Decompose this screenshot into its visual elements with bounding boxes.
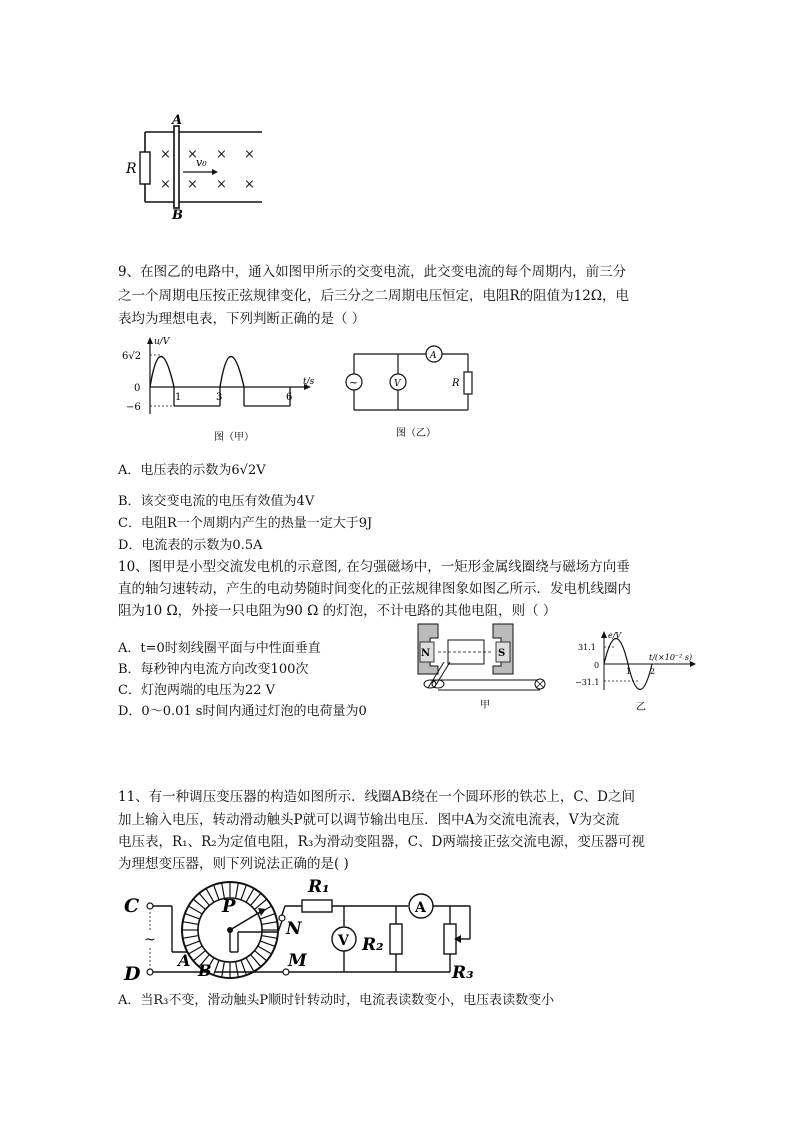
- q9-stem-line-2: 之一个周期电压按正弦规律变化，后三分之二周期电压恒定，电阻R的阻值为12Ω，电: [118, 288, 630, 304]
- q11-label-C: C: [124, 895, 140, 917]
- q10-xtick-1: 1: [626, 667, 632, 676]
- svg-text:×: ×: [187, 177, 198, 192]
- q9-ytick-zero: 0: [134, 383, 141, 394]
- q9-ac-source: ~: [349, 376, 359, 389]
- q9-fig-yi-caption: 图（乙）: [396, 428, 436, 439]
- q11-label-B: B: [198, 961, 212, 980]
- q10-emf-graph: [574, 628, 704, 716]
- q10-S-pole: S: [498, 648, 506, 659]
- q10-option-b: B．每秒钟内电流方向改变100次: [118, 662, 309, 677]
- q11-label-D: D: [124, 963, 141, 985]
- q10-option-d: D．0～0.01 s时间内通过灯泡的电荷量为0: [118, 704, 367, 719]
- svg-text:×: ×: [244, 147, 255, 162]
- q10-stem-line-2: 直的轴匀速转动，产生的电动势随时间变化的正弦规律图象如图乙所示．发电机线圈内: [118, 581, 631, 597]
- fig8-rail-diagram: [120, 112, 270, 222]
- q9-stem-line-1: 9、在图乙的电路中，通入如图甲所示的交变电流，此交变电流的每个周期内，前三分: [118, 264, 627, 280]
- q9-option-c: C．电阻R一个周期内产生的热量一定大于9J: [118, 516, 373, 531]
- q10-ytick-zero: 0: [594, 661, 600, 670]
- svg-text:×: ×: [160, 147, 171, 162]
- q11-label-N: N: [286, 919, 302, 939]
- q9-ytick-neg: −6: [126, 402, 141, 413]
- R-label: R: [126, 161, 137, 177]
- q9-option-a: A．电压表的示数为6√2V: [118, 463, 266, 478]
- q10-N-pole: N: [421, 648, 431, 659]
- q11-label-R1: R₁: [308, 877, 330, 897]
- q9-waveform-figure: [118, 334, 323, 446]
- q11-voltmeter: V: [338, 933, 349, 949]
- q9-option-b: B．该交变电流的电压有效值为4V: [118, 494, 315, 509]
- q11-stem-line-4: 为理想变压器，则下列说法正确的是( ): [118, 856, 349, 872]
- q11-stem-line-3: 电压表，R₁、R₂为定值电阻，R₃为滑动变阻器，C、D两端接正弦交流电源，变压器可视: [118, 834, 645, 850]
- q9-resistor-label: R: [452, 378, 460, 389]
- q10-ylabel: e/V: [608, 631, 622, 640]
- q10-stem-line-1: 10、图甲是小型交流发电机的示意图, 在匀强磁场中，一矩形金属线圈绕与磁场方向垂: [118, 559, 630, 575]
- A-label: A: [172, 113, 183, 128]
- q9-fig-jia-caption: 图（甲）: [214, 432, 254, 443]
- q10-ytick-neg: −31.1: [575, 678, 600, 687]
- q11-stem-line-2: 加上输入电压，转动滑动触头P就可以调节输出电压．图中A为交流电流表，V为交流: [118, 812, 620, 828]
- q11-transformer-circuit: [118, 872, 488, 990]
- q11-ammeter: A: [415, 900, 426, 916]
- q11-label-R2: R₂: [362, 935, 384, 955]
- q9-xtick-6: 6: [286, 392, 293, 403]
- q10-fig-jia-caption: 甲: [480, 700, 490, 711]
- svg-text:×: ×: [216, 147, 227, 162]
- q10-ytick-top: 31.1: [578, 643, 596, 652]
- q10-xlabel: t/(×10⁻² s): [649, 653, 693, 662]
- q9-stem-line-3: 表均为理想电表，下列判断正确的是（ ）: [118, 311, 366, 327]
- q9-xtick-3: 3: [216, 392, 223, 403]
- q9-voltmeter: V: [394, 379, 401, 389]
- q10-xtick-2: 2: [650, 667, 656, 676]
- q9-xlabel: t/s: [303, 377, 315, 387]
- svg-text:×: ×: [160, 177, 171, 192]
- q9-ytick-top: 6√2: [122, 351, 142, 362]
- q9-circuit-figure: [340, 342, 480, 444]
- q11-label-P: P: [222, 896, 236, 917]
- q11-option-a: A．当R₃不变，滑动触头P顺时针转动时，电流表读数变小，电压表读数变小: [118, 993, 555, 1008]
- resistor-R: [140, 152, 150, 184]
- q10-generator-figure: [408, 618, 558, 714]
- v0-label: v₀: [196, 156, 207, 169]
- q9-ylabel: u/V: [154, 337, 170, 347]
- q11-label-A: A: [178, 951, 191, 970]
- q10-option-a: A．t=0时刻线圈平面与中性面垂直: [118, 641, 321, 656]
- q10-fig-yi-caption: 乙: [636, 702, 646, 713]
- q9-ammeter: A: [430, 351, 437, 361]
- svg-text:×: ×: [187, 147, 198, 162]
- q11-tilde: ~: [144, 932, 156, 948]
- svg-text:×: ×: [244, 177, 255, 192]
- q10-stem-line-3: 阻为10 Ω，外接一只电阻为90 Ω 的灯泡，不计电路的其他电阻，则（ ）: [118, 603, 557, 619]
- q11-stem-line-1: 11、有一种调压变压器的构造如图所示．线圈AB绕在一个圆环形的铁芯上，C、D之间: [118, 789, 636, 805]
- q11-label-M: M: [288, 951, 307, 971]
- q10-option-c: C．灯泡两端的电压为22 V: [118, 683, 276, 698]
- q9-option-d: D．电流表的示数为0.5A: [118, 538, 263, 553]
- B-label: B: [172, 208, 183, 222]
- rod-AB: [174, 126, 179, 208]
- svg-text:×: ×: [216, 177, 227, 192]
- q11-label-R3: R₃: [452, 963, 474, 983]
- q9-xtick-1: 1: [175, 392, 182, 403]
